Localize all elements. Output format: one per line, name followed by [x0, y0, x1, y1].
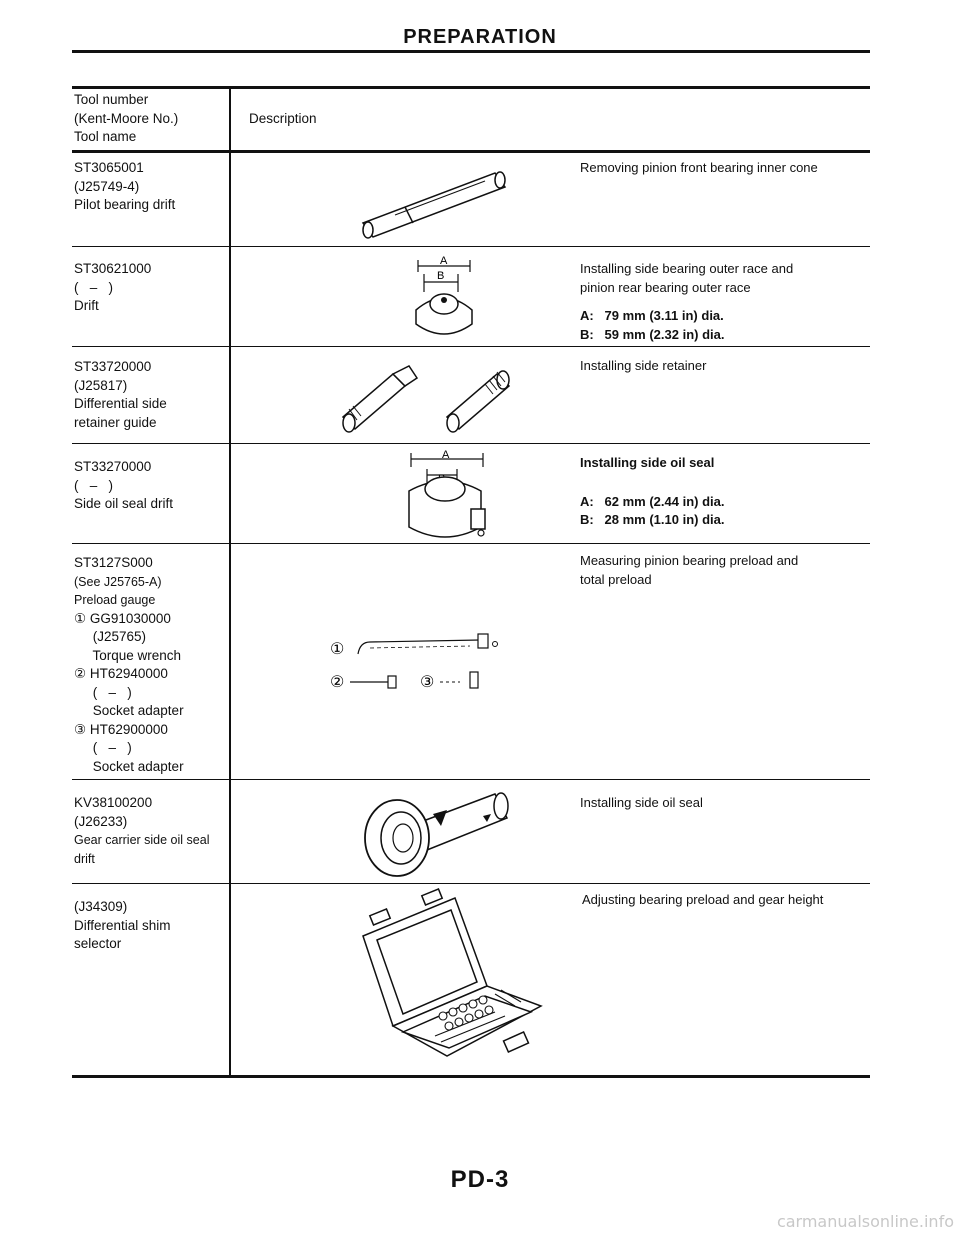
description-line: Installing side oil seal — [580, 795, 703, 810]
header-line: Tool name — [74, 129, 137, 144]
description-line: total preload — [580, 571, 652, 587]
tool-number: ST33720000 — [74, 359, 152, 374]
component-3-kent-moore: ( – ) — [74, 740, 132, 755]
tool-number: ST3065001 — [74, 160, 144, 175]
component-3-number: ③ HT62900000 — [74, 721, 168, 737]
header-rule — [72, 150, 870, 153]
page-number: PD-3 — [450, 1166, 510, 1193]
header-line: Tool number — [74, 92, 149, 107]
tool-number: ST30621000 — [74, 261, 152, 276]
description-cell — [580, 159, 818, 178]
kent-moore-number: (See J25765-A) — [74, 574, 162, 589]
tool-name: Pilot bearing drift — [74, 197, 176, 212]
component-2-number: ② HT62940000 — [74, 666, 168, 681]
component-2-kent-moore: ( – ) — [74, 684, 132, 700]
tool-cell — [74, 898, 171, 954]
header-description-column — [249, 110, 317, 129]
tool-name: Preload gauge — [74, 593, 156, 607]
tool-cell — [74, 554, 184, 776]
dimension-a: A: 79 mm (3.11 in) dia. — [580, 308, 724, 323]
drift-ab-illustration — [410, 252, 480, 344]
tool-name: selector — [74, 936, 122, 951]
tool-number: ST33270000 — [74, 459, 152, 474]
description-line: Adjusting bearing preload and gear height — [582, 892, 824, 907]
title-rule — [72, 50, 870, 53]
description-cell — [580, 552, 798, 589]
retainer-guide-illustration — [335, 362, 535, 437]
kent-moore-number: (J26233) — [74, 813, 128, 829]
row-divider — [72, 883, 870, 884]
description-line: Installing side retainer — [580, 358, 707, 373]
watermark: carmanualsonline.info — [776, 1212, 954, 1231]
page-title: PREPARATION — [403, 26, 557, 48]
dimension-b: B: 28 mm (1.10 in) dia. — [580, 512, 725, 527]
description-line: Measuring pinion bearing preload and — [580, 553, 799, 568]
tool-number: ST3127S000 — [74, 555, 153, 570]
label-a: A — [442, 449, 450, 461]
description-line: Installing side bearing outer race and — [580, 261, 794, 276]
tool-cell — [74, 159, 175, 215]
row-divider — [72, 543, 870, 544]
description-cell — [580, 260, 793, 344]
header-line: (Kent-Moore No.) — [74, 110, 179, 126]
kent-moore-number: (J34309) — [74, 899, 128, 914]
tool-name: Drift — [74, 298, 99, 313]
dimension-a: A: 62 mm (2.44 in) dia. — [580, 493, 725, 509]
dimension-b: B: 59 mm (2.32 in) dia. — [580, 326, 725, 342]
component-1-kent-moore: (J25765) — [74, 629, 147, 644]
label-a: A — [440, 255, 448, 267]
kent-moore-number: (J25749-4) — [74, 178, 140, 194]
tool-cell — [74, 358, 167, 432]
tool-cell — [74, 458, 173, 514]
label-b: B — [437, 270, 445, 282]
pilot-bearing-drift-illustration — [355, 165, 515, 240]
row-divider — [72, 779, 870, 780]
header-tool-column — [74, 91, 178, 147]
kent-moore-number: ( – ) — [74, 279, 114, 295]
shim-selector-kit-illustration — [355, 886, 565, 1068]
table-top-rule — [72, 86, 870, 89]
tool-name: Differential shim — [74, 917, 171, 933]
tool-number: KV38100200 — [74, 795, 153, 810]
row-divider — [72, 346, 870, 347]
description-line: pinion rear bearing outer race — [580, 279, 751, 295]
row-divider — [72, 246, 870, 247]
description-line: Installing side oil seal — [580, 455, 715, 470]
tool-name: Differential side — [74, 396, 167, 411]
column-divider — [229, 86, 231, 1076]
table-bottom-rule — [72, 1075, 870, 1078]
preload-gauge-illustration — [330, 632, 530, 694]
description-cell — [580, 794, 703, 813]
callout-1: ① — [330, 641, 345, 658]
kent-moore-number: ( – ) — [74, 477, 114, 493]
description-cell — [580, 454, 725, 530]
tool-name: retainer guide — [74, 414, 157, 430]
header-description: Description — [249, 111, 317, 126]
callout-2: ② — [330, 674, 345, 691]
tool-name: drift — [74, 851, 95, 866]
side-oil-seal-drift-illustration — [405, 449, 495, 543]
description-cell — [580, 357, 706, 376]
description-line: Removing pinion front bearing inner cone — [580, 160, 818, 175]
description-cell — [582, 891, 823, 910]
component-2-name: Socket adapter — [74, 703, 184, 718]
component-1-number: ① GG91030000 — [74, 610, 171, 626]
component-3-name: Socket adapter — [74, 758, 184, 774]
kent-moore-number: (J25817) — [74, 377, 128, 393]
tool-name: Side oil seal drift — [74, 496, 174, 511]
tool-name: Gear carrier side oil seal — [74, 833, 210, 847]
tool-cell — [74, 260, 151, 316]
gear-carrier-seal-drift-illustration — [355, 786, 525, 878]
component-1-name: Torque wrench — [74, 647, 182, 663]
tool-cell — [74, 794, 209, 868]
callout-3: ③ — [420, 674, 435, 691]
row-divider — [72, 443, 870, 444]
